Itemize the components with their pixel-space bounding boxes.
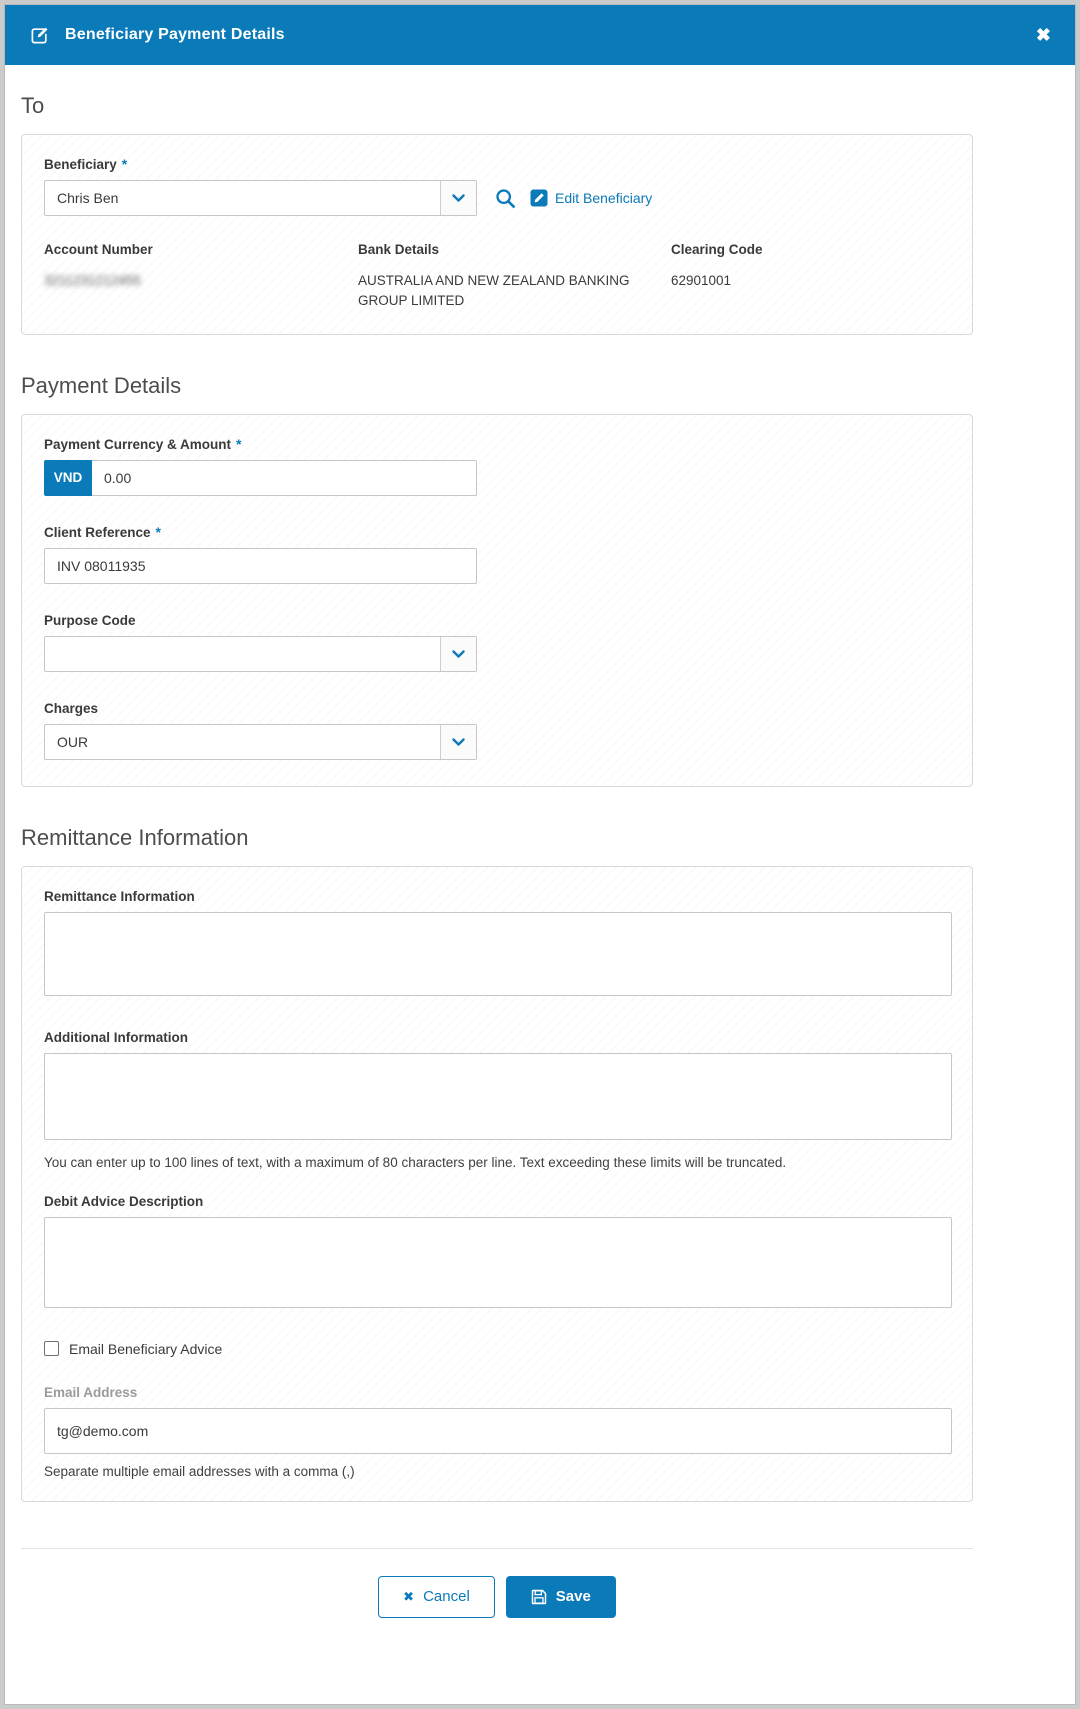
- additional-information-help: You can enter up to 100 lines of text, with a maximum of 80 characters per line. Text exceeding these limits will be truncated.: [44, 1154, 787, 1170]
- required-marker: *: [121, 156, 128, 172]
- dialog-footer: [21, 1549, 973, 1618]
- payment-details-card: [21, 414, 973, 787]
- dialog-header: [5, 5, 1075, 65]
- close-icon[interactable]: ✖: [1035, 25, 1051, 45]
- to-section-heading: To: [21, 93, 45, 118]
- remittance-card: [21, 866, 973, 1502]
- save-floppy-icon: [531, 1589, 547, 1605]
- beneficiary-payment-details-dialog: [4, 4, 1076, 1705]
- remittance-information-textarea[interactable]: [44, 912, 952, 996]
- edit-beneficiary-link[interactable]: [530, 189, 652, 207]
- to-card: [21, 134, 973, 335]
- purpose-code-value: [45, 637, 440, 671]
- email-address-label: Email Address: [44, 1384, 138, 1400]
- search-icon: [495, 188, 516, 209]
- remittance-information-heading: Remittance Information: [21, 824, 249, 850]
- email-address-input: [44, 1408, 952, 1454]
- beneficiary-select[interactable]: [44, 180, 477, 216]
- amount-input[interactable]: [92, 460, 477, 496]
- bank-details-value: AUSTRALIA AND NEW ZEALAND BANKING GROUP LIMITED: [358, 273, 630, 309]
- save-button-label: Save: [555, 1588, 591, 1605]
- purpose-code-select[interactable]: [44, 636, 477, 672]
- currency-code-badge: VND: [44, 460, 92, 496]
- account-number-column: [44, 242, 358, 312]
- charges-dropdown-button[interactable]: [440, 725, 476, 759]
- clearing-code-column: [671, 242, 950, 312]
- cancel-x-icon: ✖: [403, 1589, 415, 1604]
- dialog-title: Beneficiary Payment Details: [65, 26, 285, 43]
- search-beneficiary-button[interactable]: [495, 188, 516, 209]
- bank-details-label: Bank Details: [358, 242, 440, 257]
- additional-information-textarea[interactable]: [44, 1053, 952, 1140]
- edit-pencil-icon: [530, 189, 548, 207]
- account-number-label: Account Number: [44, 242, 153, 257]
- payment-currency-amount-label: Payment Currency & Amount: [44, 436, 232, 452]
- clearing-code-value: 62901001: [671, 273, 732, 288]
- debit-advice-description-label: Debit Advice Description: [44, 1193, 204, 1209]
- chevron-down-icon: [452, 738, 465, 746]
- client-reference-input[interactable]: [44, 548, 477, 584]
- required-marker: *: [155, 523, 161, 540]
- beneficiary-dropdown-button[interactable]: [440, 181, 476, 215]
- account-number-value: 3211231212455: [44, 273, 141, 288]
- remittance-information-label: Remittance Information: [44, 888, 195, 904]
- charges-value: OUR: [57, 733, 89, 750]
- chevron-down-icon: [452, 650, 465, 658]
- email-beneficiary-advice-label: Email Beneficiary Advice: [69, 1340, 223, 1357]
- payment-details-heading: Payment Details: [21, 372, 182, 398]
- chevron-down-icon: [452, 194, 465, 202]
- email-beneficiary-advice-checkbox[interactable]: [44, 1341, 59, 1356]
- purpose-code-label: Purpose Code: [44, 612, 136, 628]
- charges-label: Charges: [44, 700, 99, 716]
- clearing-code-label: Clearing Code: [671, 242, 763, 257]
- purpose-code-dropdown-button[interactable]: [440, 637, 476, 671]
- edit-beneficiary-label: Edit Beneficiary: [555, 190, 653, 206]
- charges-select[interactable]: [44, 724, 477, 760]
- beneficiary-selected-value: Chris Ben: [57, 190, 119, 206]
- debit-advice-description-textarea[interactable]: [44, 1217, 952, 1308]
- bank-details-column: [358, 242, 671, 312]
- required-marker: *: [236, 435, 242, 452]
- client-reference-label: Client Reference: [44, 524, 151, 540]
- edit-document-icon: [29, 25, 50, 46]
- save-button[interactable]: [506, 1576, 616, 1618]
- email-address-help: Separate multiple email addresses with a comma (,): [44, 1463, 355, 1479]
- additional-information-label: Additional Information: [44, 1029, 188, 1045]
- cancel-button-label: Cancel: [423, 1588, 470, 1605]
- beneficiary-label: Beneficiary: [44, 157, 117, 172]
- cancel-button[interactable]: [378, 1576, 495, 1618]
